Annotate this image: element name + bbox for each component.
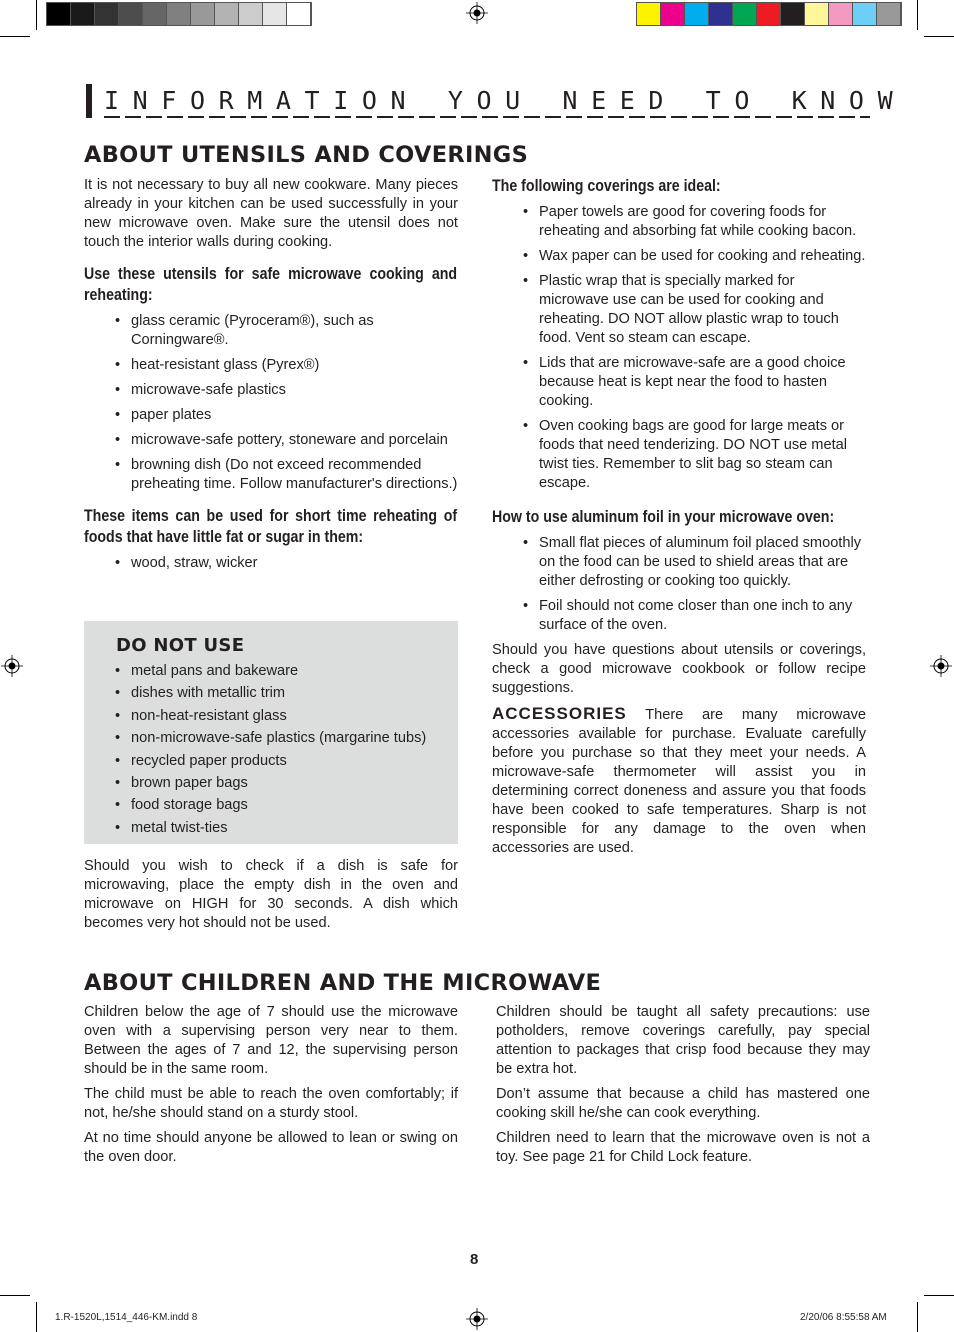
children-paragraph: Children need to learn that the microwave oven is not a toy. See page 21 for Child Lock feature. (496, 1130, 870, 1165)
list-item: • recycled paper products (84, 752, 458, 771)
children-paragraph: The child must be able to reach the oven comfortably; if not, he/she should stand on a sturdy stool. (84, 1086, 458, 1121)
color-swatch (47, 3, 71, 25)
page-header-title: INFORMATION YOU NEED TO KNOW (104, 86, 907, 115)
color-swatch (757, 3, 781, 25)
list-item: • heat-resistant glass (Pyrex®) (84, 356, 458, 375)
color-swatch (805, 3, 829, 25)
list-item: • microwave-safe plastics (84, 381, 458, 400)
color-swatch (853, 3, 877, 25)
do-not-use-list (84, 662, 458, 841)
list-item: • non-heat-resistant glass (84, 707, 458, 726)
color-swatch (709, 3, 733, 25)
color-swatch (685, 3, 709, 25)
crop-mark (917, 1302, 918, 1332)
check-dish-block (84, 857, 458, 933)
foil-heading: How to use aluminum foil in your microwave oven: (492, 508, 835, 526)
children-section-title: ABOUT CHILDREN AND THE MICROWAVE (84, 970, 602, 996)
coverings-list (492, 203, 866, 493)
list-item: • Paper towels are good for covering foods for reheating and absorbing fat while cooking bacon. (492, 203, 866, 241)
list-item: • Wax paper can be used for cooking and reheating. (492, 247, 866, 266)
color-swatch (95, 3, 119, 25)
color-swatch (263, 3, 287, 25)
children-paragraph: Children should be taught all safety precautions: use potholders, remove coverings carefully, pay special attention to packages that crisp food because they may be extra hot. (496, 1004, 870, 1077)
children-right-column (496, 1003, 870, 1167)
crop-mark (924, 36, 954, 37)
color-swatch (119, 3, 143, 25)
children-left-column (84, 1003, 458, 1167)
crop-mark (36, 0, 37, 30)
color-swatch (733, 3, 757, 25)
list-item: • dishes with metallic trim (84, 684, 458, 703)
do-not-use-title: DO NOT USE (116, 635, 245, 656)
color-swatch (167, 3, 191, 25)
footer-timestamp: 2/20/06 8:55:58 AM (800, 1312, 887, 1323)
color-swatch (143, 3, 167, 25)
check-dish-text: Should you wish to check if a dish is safe for microwaving, place the empty dish in the oven and microwave on HIGH for 30 seconds. A dish which becomes very hot should not be used. (84, 858, 458, 931)
list-item: • wood, straw, wicker (84, 554, 458, 573)
list-item: • Plastic wrap that is specially marked for microwave use can be used for cooking and reheating. DO NOT allow plastic wrap to touch food. Vent so steam can escape. (492, 272, 866, 348)
list-item: • metal twist-ties (84, 819, 458, 838)
registration-mark-icon (1, 655, 23, 677)
color-swatch (877, 3, 901, 25)
list-item: • Small flat pieces of aluminum foil placed smoothly on the food can be used to shield areas that are either defrosting or cooking too quickly. (492, 534, 866, 591)
safe-utensils-heading: Use these utensils for safe microwave cooking and reheating: (84, 265, 458, 304)
accessories-label: ACCESSORIES (492, 704, 627, 723)
registration-mark-icon (930, 655, 952, 677)
utensils-intro: It is not necessary to buy all new cookware. Many pieces already in your kitchen can be used successfully in your new microwave oven. Make sure the utensil does not touch the interior walls during cooking. (84, 177, 458, 250)
color-swatch-strip (636, 2, 902, 26)
short-time-list (84, 554, 458, 573)
color-swatch (781, 3, 805, 25)
color-swatch (215, 3, 239, 25)
color-swatch (637, 3, 661, 25)
utensils-right-column (492, 176, 866, 858)
crop-mark (0, 36, 30, 37)
list-item: • Foil should not come closer than one inch to any surface of the oven. (492, 597, 866, 635)
crop-mark (917, 0, 918, 30)
children-paragraph: At no time should anyone be allowed to lean or swing on the oven door. (84, 1130, 458, 1165)
color-swatch (239, 3, 263, 25)
short-time-heading: These items can be used for short time reheating of foods that have little fat or sugar in them: (84, 507, 458, 546)
registration-mark-icon (466, 2, 488, 24)
header-bar (86, 84, 92, 118)
crop-mark (924, 1295, 954, 1296)
gray-swatch-strip (46, 2, 312, 26)
foil-list (492, 534, 866, 635)
color-swatch (287, 3, 311, 25)
color-swatch (661, 3, 685, 25)
list-item: • metal pans and bakeware (84, 662, 458, 681)
list-item: • non-microwave-safe plastics (margarine tubs) (84, 729, 458, 748)
list-item: • microwave-safe pottery, stoneware and porcelain (84, 431, 458, 450)
footer-filename: 1.R-1520L,1514_446-KM.indd 8 (55, 1312, 198, 1323)
list-item: • paper plates (84, 406, 458, 425)
list-item: • Lids that are microwave-safe are a good choice because heat is kept near the food to hasten cooking. (492, 354, 866, 411)
do-not-use-box (84, 621, 458, 844)
color-swatch (71, 3, 95, 25)
color-swatch (829, 3, 853, 25)
children-paragraph: Don’t assume that because a child has mastered one cooking skill he/she can cook everything. (496, 1086, 870, 1121)
questions-text: Should you have questions about utensils or coverings, check a good microwave cookbook or follow recipe suggestions. (492, 642, 866, 696)
crop-mark (0, 1295, 30, 1296)
crop-mark (36, 1302, 37, 1332)
list-item: • Oven cooking bags are good for large meats or foods that need tenderizing. DO NOT use metal twist ties. Remember to slit bag so steam can escape. (492, 417, 866, 493)
list-item: • food storage bags (84, 796, 458, 815)
utensils-left-column (84, 176, 458, 579)
registration-mark-icon (466, 1308, 488, 1330)
utensils-section-title: ABOUT UTENSILS AND COVERINGS (84, 142, 529, 168)
coverings-heading: The following coverings are ideal: (492, 177, 721, 195)
page-number: 8 (470, 1251, 479, 1268)
list-item: • glass ceramic (Pyroceram®), such as Corningware®. (84, 312, 458, 350)
accessories-paragraph (492, 704, 866, 858)
color-swatch (191, 3, 215, 25)
children-paragraph: Children below the age of 7 should use the microwave oven with a supervising person very near to them. Between the ages of 7 and 12, the supervising person should be in the same room. (84, 1004, 458, 1077)
list-item: • browning dish (Do not exceed recommended preheating time. Follow manufacturer's directions.) (84, 456, 458, 494)
header-dashed-rule (104, 116, 870, 118)
accessories-text: There are many microwave accessories available for purchase. Evaluate carefully before you purchase so that they meet your needs. A microwave-safe thermometer will assist you in determining correct doneness and assure you that foods have been cooked to safe temperatures. Sharp is not responsible for any damage to the oven when accessories are used. (492, 707, 866, 856)
safe-utensils-list (84, 312, 458, 494)
list-item: • brown paper bags (84, 774, 458, 793)
